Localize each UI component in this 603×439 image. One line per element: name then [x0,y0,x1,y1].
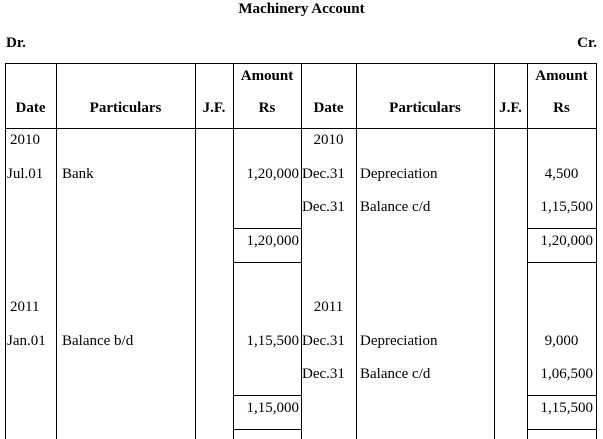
header-particulars-left: Particulars [89,100,162,116]
col-border [596,63,597,439]
col-border [233,63,234,439]
account-title: Machinery Account [238,1,365,17]
year-left: 2011 [10,299,40,315]
entry-amount: 1,15,500 [540,199,593,215]
total-amount: 1,20,000 [540,233,593,249]
entry-particulars: Balance c/d [360,199,431,215]
year-left: 2010 [10,132,40,148]
total-rule [233,228,301,229]
header-particulars-right: Particulars [389,100,461,116]
header-date-right: Date [313,100,344,116]
year-right: 2010 [313,132,344,148]
header-date-left: Date [15,100,46,116]
header-amount-left: Amount [240,68,294,84]
entry-particulars: Depreciation [360,333,438,349]
entry-amount: 9,000 [544,333,579,349]
entry-date: Dec.31 [302,199,345,215]
total-amount: 1,15,500 [540,400,593,416]
credit-label: Cr. [577,35,597,51]
total-rule [527,262,596,263]
entry-date: Dec.31 [302,366,345,382]
total-rule [233,429,301,430]
total-amount: 1,20,000 [246,233,299,249]
entry-date: Dec.31 [302,333,345,349]
debit-label: Dr. [6,35,26,51]
entry-particulars: Balance b/d [62,333,134,349]
header-amount-right: Amount [535,68,588,84]
header-jf-right: J.F. [499,100,522,116]
entry-amount: 4,500 [544,166,579,182]
total-amount: 1,15,000 [246,400,299,416]
total-rule [527,395,596,396]
year-right: 2011 [313,299,344,315]
header-rs-left: Rs [258,100,276,116]
entry-amount: 1,20,000 [246,166,299,182]
entry-particulars: Balance c/d [360,366,431,382]
entry-amount: 1,06,500 [540,366,593,382]
col-border [494,63,495,439]
entry-date: Dec.31 [302,166,345,182]
entry-date: Jan.01 [7,333,46,349]
entry-date: Jul.01 [7,166,44,182]
entry-amount: 1,15,500 [246,333,299,349]
header-jf-left: J.F. [202,100,226,116]
col-border [356,63,357,439]
total-rule [527,429,596,430]
total-rule [527,228,596,229]
entry-particulars: Depreciation [360,166,438,182]
header-rs-right: Rs [553,100,570,116]
col-border [195,63,196,439]
entry-particulars: Bank [62,166,94,182]
col-border [56,63,57,439]
total-rule [233,395,301,396]
total-rule [233,262,301,263]
col-border [5,63,6,439]
